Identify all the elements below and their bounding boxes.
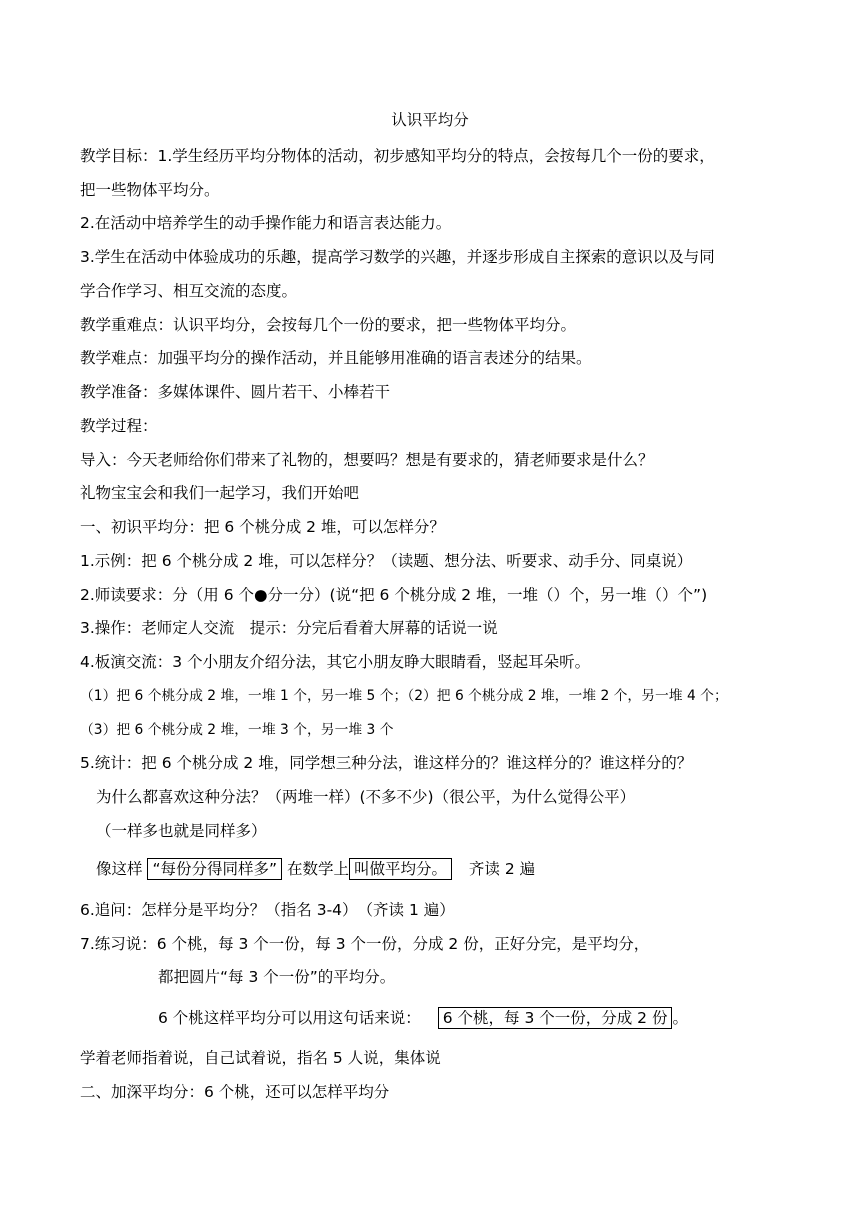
text-line: 导入：今天老师给你们带来了礼物的，想要吗？想是有要求的，猜老师要求是什么？ [80,451,654,469]
text-line: 教学过程： [80,417,158,435]
text-line: 教学重难点：认识平均分，会按每几个一份的要求，把一些物体平均分。 [80,316,577,334]
boxed-sentence: 6 个桃，每 3 个一份，分成 2 份 [438,1007,673,1029]
text-line: 教学目标：1.学生经历平均分物体的活动，初步感知平均分的特点，会按每几个一份的要求， [80,147,715,165]
text-line: 学合作学习、相互交流的态度。 [80,282,298,300]
sentence-prefix: 6 个桃这样平均分可以用这句话来说： [158,1009,421,1027]
text-line: 7.练习说：6 个桃，每 3 个一份，每 3 个一份，分成 2 份，正好分完，是平均分， [80,935,650,953]
text-line: 学着老师指着说，自己试着说，指名 5 人说，集体说 [80,1049,441,1067]
section-heading: 二、加深平均分：6 个桃，还可以怎样平均分 [80,1083,390,1101]
boxed-phrase-average-share: 叫做平均分。 [349,858,452,880]
text-line: 3.学生在活动中体验成功的乐趣，提高学习数学的兴趣，并逐步形成自主探索的意识以及与同 [80,248,715,266]
definition-suffix: 齐读 2 遍 [468,860,536,878]
text-line: 4.板演交流：3 个小朋友介绍分法，其它小朋友睁大眼睛看，竖起耳朵听。 [80,653,591,671]
text-line: 为什么都喜欢这种分法？（两堆一样）(不多不少)（很公平，为什么觉得公平） [96,788,636,806]
text-line: 2.师读要求：分（用 6 个●分一分）(说“把 6 个桃分成 2 堆，一堆（）个，另一堆（）个”) [80,586,708,604]
page-title: 认识平均分 [391,111,469,129]
definition-line [96,858,535,880]
definition-prefix: 像这样 [96,860,143,878]
text-line: 5.统计：把 6 个桃分成 2 堆，同学想三种分法，谁这样分的？谁这样分的？谁这样分的？ [80,754,693,772]
definition-middle: 在数学上 [286,860,349,878]
text-line: 把一些物体平均分。 [80,181,220,199]
text-line: 教学准备：多媒体课件、圆片若干、小棒若干 [80,383,391,401]
text-line: 1.示例：把 6 个桃分成 2 堆，可以怎样分？（读题、想分法、听要求、动手分、同桌说） [80,552,693,570]
text-line: 3.操作：老师定人交流 提示：分完后看着大屏幕的话说一说 [80,619,498,637]
text-line: （3）把 6 个桃分成 2 堆，一堆 3 个，另一堆 3 个 [80,722,394,738]
text-line: （1）把 6 个桃分成 2 堆，一堆 1 个，另一堆 5 个；（2）把 6 个桃分成 2 堆，一堆 2 个，另一堆 4 个； [80,688,728,704]
text-line: 都把圆片“每 3 个一份”的平均分。 [158,968,396,986]
sentence-line [158,1007,688,1029]
text-line: 6.追问：怎样分是平均分？（指名 3-4） （齐读 1 遍） [80,901,455,919]
text-line: （一样多也就是同样多） [96,822,267,840]
section-heading: 一、初识平均分：把 6 个桃分成 2 堆，可以怎样分？ [80,518,445,536]
boxed-phrase-equal-share: “每份分得同样多” [147,858,282,880]
sentence-suffix: 。 [672,1009,688,1027]
text-line: 2.在活动中培养学生的动手操作能力和语言表达能力。 [80,214,452,232]
text-line: 礼物宝宝会和我们一起学习，我们开始吧 [80,484,360,502]
text-line: 教学难点：加强平均分的操作活动，并且能够用准确的语言表述分的结果。 [80,349,592,367]
